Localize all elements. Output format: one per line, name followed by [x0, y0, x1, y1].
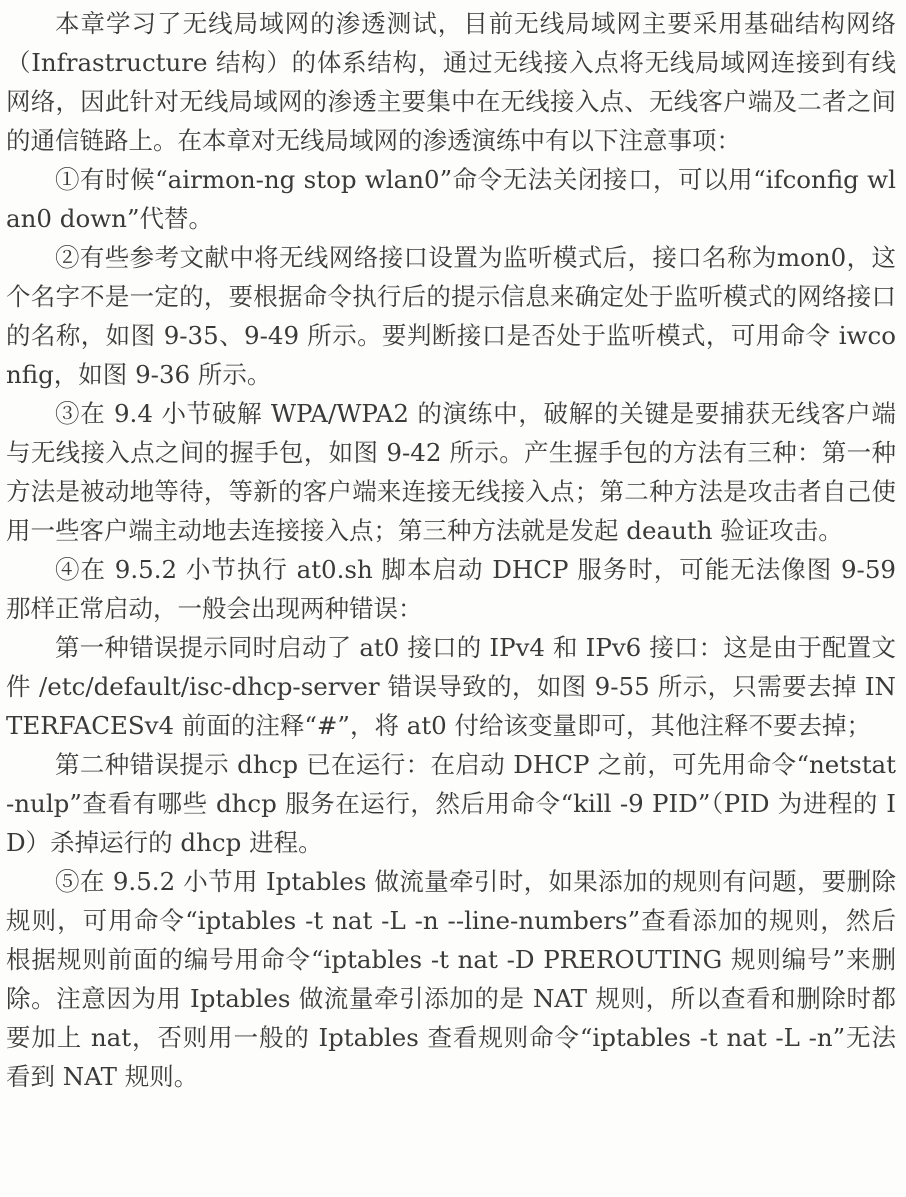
document-body	[6, 4, 896, 1096]
paragraph-note-4-error-2: 第二种错误提示 dhcp 已在运行：在启动 DHCP 之前，可先用命令“netstat -nulp”查看有哪些 dhcp 服务在运行，然后用命令“kill -9 PID”（PID 为进程的 ID）杀掉运行的 dhcp 进程。	[6, 750, 896, 857]
paragraph-note-5: ⑤在 9.5.2 小节用 Iptables 做流量牵引时，如果添加的规则有问题，要删除规则，可用命令“iptables -t nat -L -n --line-numbers”查看添加的规则，然后根据规则前面的编号用命令“iptables -t nat -D PREROUTING 规则编号”来删除。注意因为用 Iptables 做流量牵引添加的是 NAT 规则，所以查看和删除时都要加上 nat，否则用一般的 Iptables 查看规则命令“iptables -t nat -L -n”无法看到 NAT 规则。	[6, 867, 896, 1091]
paragraph-note-4-error-1: 第一种错误提示同时启动了 at0 接口的 IPv4 和 IPv6 接口：这是由于配置文件 /etc/default/isc-dhcp-server 错误导致的，如图 9-55 所示，只需要去掉 INTERFACESv4 前面的注释“#”，将 at0 付给该变量即可，其他注释不要去掉；	[6, 633, 896, 740]
paragraph-note-2: ②有些参考文献中将无线网络接口设置为监听模式后，接口名称为mon0，这个名字不是一定的，要根据命令执行后的提示信息来确定处于监听模式的网络接口的名称，如图 9-35、9-49 所示。要判断接口是否处于监听模式，可用命令 iwconfig，如图 9-36 所示。	[6, 243, 896, 389]
paragraph-note-4: ④在 9.5.2 小节执行 at0.sh 脚本启动 DHCP 服务时，可能无法像图 9-59 那样正常启动，一般会出现两种错误：	[6, 555, 896, 623]
paragraph-note-1: ①有时候“airmon-ng stop wlan0”命令无法关闭接口，可以用“ifconfig wlan0 down”代替。	[6, 165, 896, 233]
paragraph-note-3: ③在 9.4 小节破解 WPA/WPA2 的演练中，破解的关键是要捕获无线客户端与无线接入点之间的握手包，如图 9-42 所示。产生握手包的方法有三种：第一种方法是被动地等待，等新的客户端来连接无线接入点；第二种方法是攻击者自己使用一些客户端主动地去连接接入点；第三种方法就是发起 deauth 验证攻击。	[6, 399, 896, 545]
paragraph-summary: 本章学习了无线局域网的渗透测试，目前无线局域网主要采用基础结构网络（Infrastructure 结构）的体系结构，通过无线接入点将无线局域网连接到有线网络，因此针对无线局域网的渗透主要集中在无线接入点、无线客户端及二者之间的通信链路上。在本章对无线局域网的渗透演练中有以下注意事项：	[6, 9, 896, 155]
